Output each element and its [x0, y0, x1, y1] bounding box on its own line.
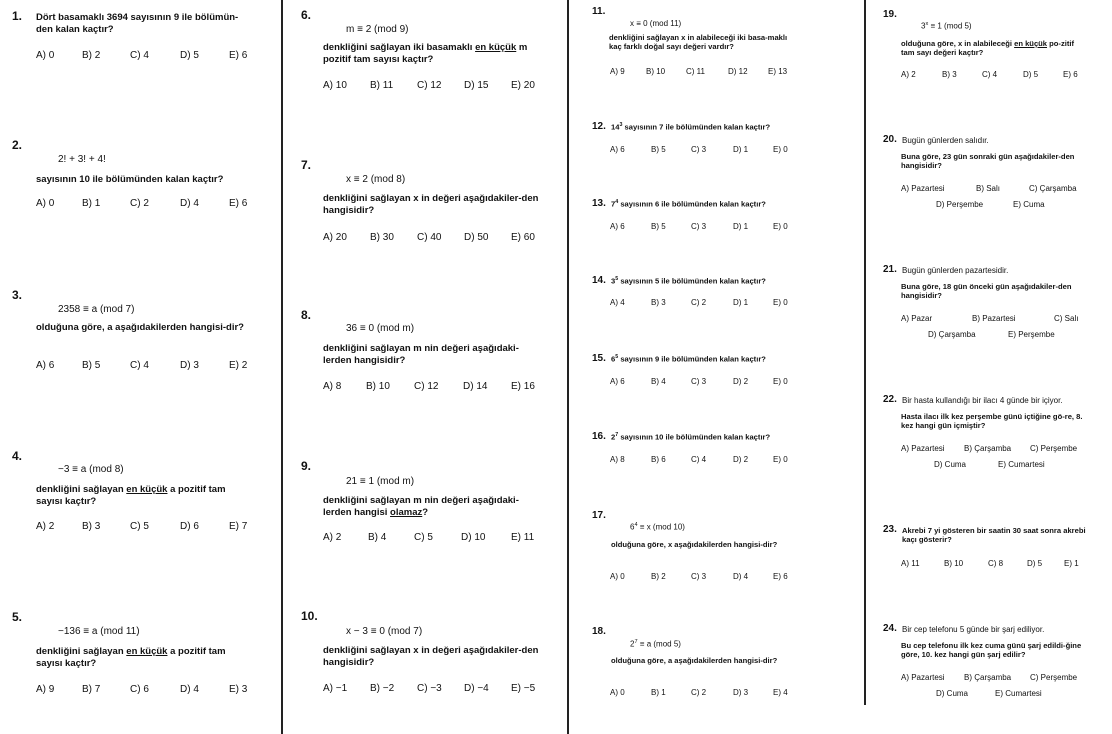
question-text: Buna göre, 18 gün önceki gün aşağıdakiler-den hangisidir? — [901, 282, 1072, 301]
option-e[interactable]: E) 0 — [773, 298, 788, 307]
question-expression — [630, 639, 681, 649]
option-e[interactable]: E) 16 — [511, 381, 535, 392]
option-c[interactable]: C) 12 — [414, 381, 439, 392]
option-e[interactable]: E) 11 — [511, 532, 535, 543]
option-c[interactable]: C) 8 — [988, 559, 1004, 568]
option-e[interactable]: E) Perşembe — [1008, 330, 1055, 339]
question-number: 3. — [12, 288, 23, 302]
power-base: 14 — [611, 122, 620, 132]
question-text: olduğuna göre, a aşağıdakilerden hangisi-dir? — [36, 322, 244, 333]
option-d[interactable]: D) Çarşamba — [928, 330, 976, 339]
option-a[interactable]: A) 9 — [36, 684, 55, 695]
option-b[interactable]: B) 2 — [82, 50, 101, 61]
option-d[interactable]: D) 5 — [1023, 70, 1039, 79]
option-b[interactable]: B) 4 — [368, 532, 387, 543]
option-e[interactable]: E) 6 — [773, 572, 788, 581]
question-text: Bu cep telefonu ilk kez cuma günü şarj edildi-ğine göre, 10. kez hangi gün şarj edilir? — [901, 641, 1082, 660]
option-e[interactable]: E) 13 — [768, 67, 788, 76]
option-a[interactable]: A) −1 — [323, 683, 348, 694]
option-e[interactable]: E) Cumartesi — [995, 689, 1042, 698]
question-number: 11. — [592, 6, 606, 17]
option-e[interactable]: E) 2 — [229, 360, 248, 371]
option-d[interactable]: D) Cuma — [936, 689, 969, 698]
option-b[interactable]: B) −2 — [370, 683, 395, 694]
text-part: sayısının 6 ile bölümünden kalan kaçtır? — [620, 199, 766, 209]
option-b[interactable]: B) 1 — [651, 688, 666, 697]
power-base: 6 — [611, 354, 616, 364]
question-expression: 2! + 3! + 4! — [58, 154, 106, 165]
option-b[interactable]: B) Çarşamba — [964, 444, 1012, 453]
question-number: 7. — [301, 158, 312, 172]
question-number: 15. — [592, 353, 606, 364]
option-d[interactable]: D) 1 — [733, 298, 749, 307]
option-b[interactable]: B) 2 — [651, 572, 666, 581]
option-b[interactable]: B) 3 — [942, 70, 957, 79]
option-e[interactable]: E) 0 — [773, 222, 788, 231]
option-d[interactable]: D) 50 — [464, 232, 489, 243]
option-e[interactable]: E) Cuma — [1013, 200, 1045, 209]
option-e[interactable]: E) −5 — [511, 683, 536, 694]
option-d[interactable]: D) 1 — [733, 222, 749, 231]
option-d[interactable]: D) 5 — [1027, 559, 1043, 568]
question-number: 19. — [883, 9, 897, 20]
option-a[interactable]: A) 0 — [36, 50, 55, 61]
option-a[interactable]: A) 11 — [901, 559, 920, 568]
text-part: denkliğini sağlayan m nin değeri aşağıdaki-lerden hangisi — [323, 495, 519, 518]
question-text — [611, 122, 770, 132]
power-exponent: 7 — [634, 639, 638, 645]
text-part: po-zitif tam sayı değeri kaçtır? — [901, 39, 1075, 58]
question-number: 21. — [883, 264, 897, 275]
option-d[interactable]: D) Perşembe — [936, 200, 984, 209]
option-d[interactable]: D) 6 — [180, 521, 199, 532]
question-text — [323, 495, 543, 519]
option-c[interactable]: C) 4 — [130, 50, 149, 61]
text-part: denkliğini sağlayan — [36, 484, 124, 495]
question-expression: −3 ≡ a (mod 8) — [58, 464, 124, 475]
option-d[interactable]: D) −4 — [464, 683, 489, 694]
power-exponent: 5 — [615, 276, 619, 282]
option-a[interactable]: A) 9 — [610, 67, 625, 76]
text-part: sayısının 5 ile bölümünden kalan kaçtır? — [620, 276, 766, 286]
question-number: 1. — [12, 9, 23, 23]
option-d[interactable]: D) 3 — [180, 360, 199, 371]
expression-rest: ≡ a (mod 5) — [637, 639, 681, 649]
option-e[interactable]: E) 0 — [773, 145, 788, 154]
question-number: 9. — [301, 459, 312, 473]
option-c[interactable]: C) Salı — [1054, 314, 1079, 323]
option-d[interactable]: D) 15 — [464, 80, 489, 91]
option-a[interactable]: A) 4 — [610, 298, 625, 307]
power-exponent: 4 — [615, 199, 619, 205]
option-e[interactable]: E) 0 — [773, 455, 788, 464]
question-text — [36, 646, 251, 670]
option-a[interactable]: A) 2 — [323, 532, 342, 543]
option-b[interactable]: B) 11 — [370, 80, 394, 91]
option-b[interactable]: B) 10 — [366, 381, 390, 392]
text-part: ? — [422, 506, 429, 518]
power-base: 3 — [611, 276, 616, 286]
question-text — [611, 276, 766, 286]
question-intro: Bir hasta kullandığı bir ilacı 4 günde bir içiyor. — [902, 396, 1063, 405]
option-c[interactable]: C) 11 — [686, 67, 705, 76]
expression-rest: ≡ 1 (mod 5) — [928, 21, 972, 31]
option-b[interactable]: B) 1 — [82, 198, 101, 209]
question-number: 6. — [301, 8, 312, 22]
option-c[interactable]: C) −3 — [417, 683, 442, 694]
underlined-text: en küçük — [1014, 39, 1048, 48]
question-text: denkliğini sağlayan m nin değeri aşağıdaki-lerden hangisidir? — [323, 343, 519, 366]
option-d[interactable]: D) 4 — [180, 684, 199, 695]
question-intro: Bir cep telefonu 5 günde bir şarj ediliyor. — [902, 625, 1045, 634]
text-part: denkliğini sağlayan — [36, 646, 124, 657]
power-exponent: x — [925, 21, 929, 27]
option-e[interactable]: E) 6 — [1063, 70, 1078, 79]
question-expression: x ≡ 0 (mod 11) — [630, 19, 682, 28]
question-expression: 2358 ≡ a (mod 7) — [58, 304, 135, 315]
expression-rest: ≡ x (mod 10) — [637, 522, 685, 532]
option-d[interactable]: D) 14 — [463, 381, 488, 392]
option-a[interactable]: A) 20 — [323, 232, 347, 243]
option-b[interactable]: B) 10 — [944, 559, 964, 568]
option-e[interactable]: E) 6 — [229, 50, 248, 61]
question-text: Buna göre, 23 gün sonraki gün aşağıdakiler-den hangisidir? — [901, 152, 1075, 171]
question-text: denkliğini sağlayan x in alabileceği iki basa-maklı kaç farklı doğal sayı değeri vardır? — [609, 33, 788, 52]
option-a[interactable]: A) 6 — [610, 145, 625, 154]
question-expression: 21 ≡ 1 (mod m) — [346, 476, 415, 487]
question-number: 14. — [592, 275, 606, 286]
question-text — [901, 39, 1086, 58]
text-part: sayısının 7 ile bölümünden kalan kaçtır? — [624, 122, 771, 132]
option-e[interactable]: E) 60 — [511, 232, 535, 243]
option-c[interactable]: C) 2 — [691, 298, 707, 307]
option-b[interactable]: B) 10 — [646, 67, 666, 76]
option-a[interactable]: A) 6 — [610, 377, 625, 386]
option-c[interactable]: C) 4 — [691, 455, 707, 464]
question-text: Akrebi 7 yi gösteren bir saatin 30 saat sonra akrebi kaçı gösterir? — [902, 526, 1086, 545]
question-text — [611, 199, 766, 209]
option-a[interactable]: A) 8 — [610, 455, 625, 464]
underlined-text: en küçük — [475, 42, 517, 53]
text-part: denkliğini sağlayan iki basamaklı — [323, 42, 473, 53]
option-b[interactable]: B) 7 — [82, 684, 101, 695]
option-d[interactable]: D) 12 — [728, 67, 748, 76]
question-number: 17. — [592, 510, 606, 521]
question-text: olduğuna göre, x aşağıdakilerden hangisi-dir? — [611, 540, 778, 549]
option-b[interactable]: B) Çarşamba — [964, 673, 1012, 682]
option-a[interactable]: A) 6 — [610, 222, 625, 231]
text-part: m pozitif tam sayısı kaçtır? — [323, 42, 528, 65]
column-divider-3 — [864, 0, 866, 705]
option-a[interactable]: A) 10 — [323, 80, 347, 91]
question-number: 13. — [592, 198, 606, 209]
option-b[interactable]: B) 3 — [82, 521, 101, 532]
option-c[interactable]: C) 3 — [691, 377, 707, 386]
option-c[interactable]: C) 3 — [691, 572, 707, 581]
option-d[interactable]: D) 3 — [733, 688, 749, 697]
column-divider-1 — [281, 0, 283, 734]
option-c[interactable]: C) 2 — [130, 198, 149, 209]
question-expression: m ≡ 2 (mod 9) — [346, 24, 409, 35]
option-c[interactable]: C) 4 — [130, 360, 149, 371]
question-number: 10. — [301, 609, 318, 623]
question-expression — [921, 21, 972, 31]
question-number: 16. — [592, 431, 606, 442]
option-d[interactable]: D) 10 — [461, 532, 486, 543]
option-c[interactable]: C) 4 — [982, 70, 998, 79]
power-exponent: 4 — [634, 522, 638, 528]
text-part: a pozitif tam sayısı kaçtır? — [36, 484, 226, 507]
power-exponent: 3 — [619, 122, 623, 128]
option-d[interactable]: D) Cuma — [934, 460, 967, 469]
option-a[interactable]: A) Pazar — [901, 314, 933, 323]
power-exponent: 5 — [615, 354, 619, 360]
question-number: 8. — [301, 308, 312, 322]
option-b[interactable]: B) 5 — [82, 360, 101, 371]
text-part: olduğuna göre, x in alabileceği — [901, 39, 1012, 48]
question-expression: x − 3 ≡ 0 (mod 7) — [346, 626, 423, 637]
question-text: denkliğini sağlayan x in değeri aşağıdakiler-den hangisidir? — [323, 193, 539, 216]
option-e[interactable]: E) 4 — [773, 688, 788, 697]
option-c[interactable]: C) Çarşamba — [1029, 184, 1077, 193]
power-base: 7 — [611, 199, 616, 209]
power-base: 2 — [611, 432, 616, 442]
option-e[interactable]: E) 6 — [229, 198, 248, 209]
option-c[interactable]: C) 6 — [130, 684, 149, 695]
question-number: 12. — [592, 121, 606, 132]
question-intro: Bugün günlerden salıdır. — [902, 136, 989, 145]
text-part: sayısının 10 ile bölümünden kalan kaçtır? — [620, 432, 771, 442]
option-a[interactable]: A) Pazartesi — [901, 444, 945, 453]
text-part: sayısının 9 ile bölümünden kalan kaçtır? — [620, 354, 766, 364]
option-c[interactable]: C) 12 — [417, 80, 442, 91]
option-a[interactable]: A) 0 — [610, 572, 625, 581]
question-number: 22. — [883, 394, 897, 405]
option-b[interactable]: B) 5 — [651, 222, 666, 231]
option-d[interactable]: D) 5 — [180, 50, 199, 61]
option-c[interactable]: C) 3 — [691, 222, 707, 231]
question-intro: Bugün günlerden pazartesidir. — [902, 266, 1009, 275]
question-number: 20. — [883, 134, 897, 145]
power-base: 6 — [630, 522, 635, 532]
option-b[interactable]: B) Salı — [976, 184, 1001, 193]
option-a[interactable]: A) 0 — [36, 198, 55, 209]
option-b[interactable]: B) 30 — [370, 232, 394, 243]
option-c[interactable]: C) 5 — [130, 521, 149, 532]
question-text — [36, 484, 251, 508]
question-expression: 36 ≡ 0 (mod m) — [346, 323, 415, 334]
question-text: Dört basamaklı 3694 sayısının 9 ile bölümün-den kalan kaçtır? — [36, 12, 239, 35]
option-c[interactable]: C) Perşembe — [1030, 444, 1078, 453]
underlined-text: en küçük — [126, 484, 168, 495]
option-c[interactable]: C) Perşembe — [1030, 673, 1078, 682]
question-text: Hasta ilacı ilk kez perşembe günü içtiğine gö-re, 8. kez hangi gün içmiştir? — [901, 412, 1083, 431]
option-b[interactable]: B) 6 — [651, 455, 666, 464]
power-base: 3 — [921, 21, 926, 31]
underlined-text: en küçük — [126, 646, 168, 657]
option-a[interactable]: A) 2 — [36, 521, 55, 532]
question-expression — [630, 522, 685, 532]
question-number: 4. — [12, 449, 23, 463]
question-number: 5. — [12, 610, 23, 624]
question-number: 24. — [883, 623, 897, 634]
question-number: 2. — [12, 138, 23, 152]
option-a[interactable]: A) 8 — [323, 381, 342, 392]
option-d[interactable]: D) 4 — [180, 198, 199, 209]
option-d[interactable]: D) 4 — [733, 572, 749, 581]
option-b[interactable]: B) 3 — [651, 298, 666, 307]
option-a[interactable]: A) 0 — [610, 688, 625, 697]
option-e[interactable]: E) 20 — [511, 80, 535, 91]
question-text: denkliğini sağlayan x in değeri aşağıdakiler-den hangisidir? — [323, 645, 539, 668]
option-d[interactable]: D) 2 — [733, 377, 749, 386]
option-a[interactable]: A) Pazartesi — [901, 673, 945, 682]
option-d[interactable]: D) 1 — [733, 145, 749, 154]
question-number: 18. — [592, 626, 606, 637]
option-a[interactable]: A) 6 — [36, 360, 55, 371]
option-b[interactable]: B) 4 — [651, 377, 666, 386]
option-a[interactable]: A) 2 — [901, 70, 916, 79]
option-e[interactable]: E) 7 — [229, 521, 248, 532]
option-c[interactable]: C) 2 — [691, 688, 707, 697]
option-e[interactable]: E) Cumartesi — [998, 460, 1045, 469]
power-base: 2 — [630, 639, 635, 649]
option-b[interactable]: B) 5 — [651, 145, 666, 154]
option-d[interactable]: D) 2 — [733, 455, 749, 464]
option-e[interactable]: E) 1 — [1064, 559, 1079, 568]
option-c[interactable]: C) 5 — [414, 532, 433, 543]
question-number: 23. — [883, 524, 897, 535]
option-e[interactable]: E) 3 — [229, 684, 248, 695]
option-c[interactable]: C) 3 — [691, 145, 707, 154]
option-a[interactable]: A) Pazartesi — [901, 184, 945, 193]
question-expression: x ≡ 2 (mod 8) — [346, 174, 406, 185]
option-e[interactable]: E) 0 — [773, 377, 788, 386]
question-text: sayısının 10 ile bölümünden kalan kaçtır? — [36, 174, 224, 185]
power-exponent: 7 — [615, 432, 619, 438]
option-c[interactable]: C) 40 — [417, 232, 442, 243]
question-text: olduğuna göre, a aşağıdakilerden hangisi-dir? — [611, 656, 778, 665]
question-text — [611, 432, 770, 442]
text-part: a pozitif tam sayısı kaçtır? — [36, 646, 226, 669]
question-text — [611, 354, 766, 364]
underlined-text: olamaz — [390, 506, 423, 518]
question-expression: −136 ≡ a (mod 11) — [58, 626, 140, 637]
question-text — [323, 42, 543, 66]
option-b[interactable]: B) Pazartesi — [972, 314, 1016, 323]
column-divider-2 — [567, 0, 569, 734]
